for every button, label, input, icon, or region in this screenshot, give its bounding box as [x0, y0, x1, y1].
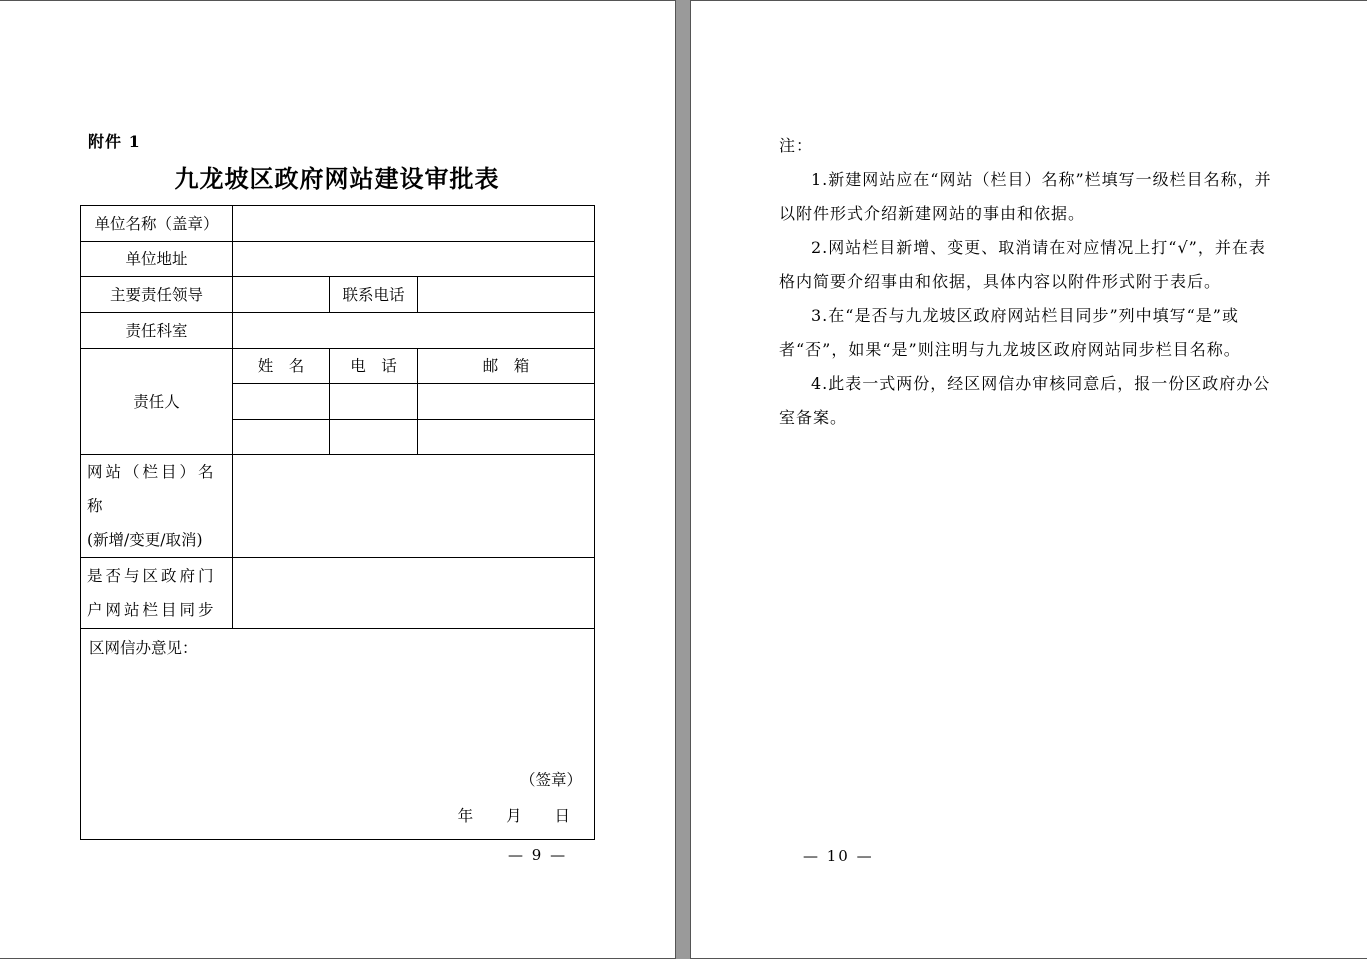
document-title: 九龙坡区政府网站建设审批表	[174, 164, 500, 193]
page-10	[690, 0, 1367, 959]
col-name-header: 姓 名	[233, 349, 330, 384]
site-name-label	[81, 455, 233, 558]
responsible-phone-field[interactable]	[330, 420, 418, 455]
opinion-label: 区网信办意见：	[89, 639, 198, 657]
page-gap	[676, 0, 690, 959]
unit-name-field[interactable]	[233, 206, 595, 242]
contact-phone-field[interactable]	[418, 277, 595, 313]
unit-address-field[interactable]	[233, 242, 595, 277]
dept-field[interactable]	[233, 313, 595, 349]
sync-label	[81, 558, 233, 629]
col-email-header: 邮 箱	[418, 349, 595, 384]
responsible-name-field[interactable]	[233, 384, 330, 420]
responsible-name-field[interactable]	[233, 420, 330, 455]
sync-field[interactable]	[233, 558, 595, 629]
site-name-field[interactable]	[233, 455, 595, 558]
site-name-label-line1: 网站（栏目）名称	[87, 463, 217, 515]
col-phone-header: 电 话	[330, 349, 418, 384]
page-number: — 10 —	[803, 847, 874, 865]
sync-label-line2: 户网站栏目同步	[87, 601, 217, 619]
notes-block	[779, 129, 1279, 435]
responsible-label: 责任人	[81, 349, 233, 455]
approval-form-table	[80, 205, 595, 840]
note-item: 4.此表一式两份，经区网信办审核同意后，报一份区政府办公室备案。	[779, 374, 1271, 427]
site-name-label-line2: (新增/变更/取消)	[87, 531, 203, 549]
responsible-phone-field[interactable]	[330, 384, 418, 420]
main-leader-field[interactable]	[233, 277, 330, 313]
main-leader-label: 主要责任领导	[81, 277, 233, 313]
responsible-email-field[interactable]	[418, 420, 595, 455]
attachment-label: 附件 1	[88, 132, 141, 151]
note-item: 1.新建网站应在“网站（栏目）名称”栏填写一级栏目名称，并以附件形式介绍新建网站的事由和依据。	[779, 170, 1272, 223]
dept-label: 责任科室	[81, 313, 233, 349]
responsible-email-field[interactable]	[418, 384, 595, 420]
unit-address-label: 单位地址	[81, 242, 233, 277]
contact-phone-label: 联系电话	[330, 277, 418, 313]
unit-name-label: 单位名称（盖章）	[81, 206, 233, 242]
date-label: 年 月 日	[457, 807, 585, 825]
note-item: 3.在“是否与九龙坡区政府网站栏目同步”列中填写“是”或者“否”，如果“是”则注明与九龙坡区政府网站同步栏目名称。	[779, 306, 1241, 359]
page-number: — 9 —	[508, 846, 568, 864]
notes-heading: 注：	[779, 136, 814, 155]
seal-label: （签章）	[520, 771, 583, 789]
sync-label-line1: 是否与区政府门	[87, 567, 217, 585]
opinion-cell[interactable]	[81, 629, 595, 840]
note-item: 2.网站栏目新增、变更、取消请在对应情况上打“√”，并在表格内简要介绍事由和依据，具体内容以附件形式附于表后。	[779, 238, 1266, 291]
